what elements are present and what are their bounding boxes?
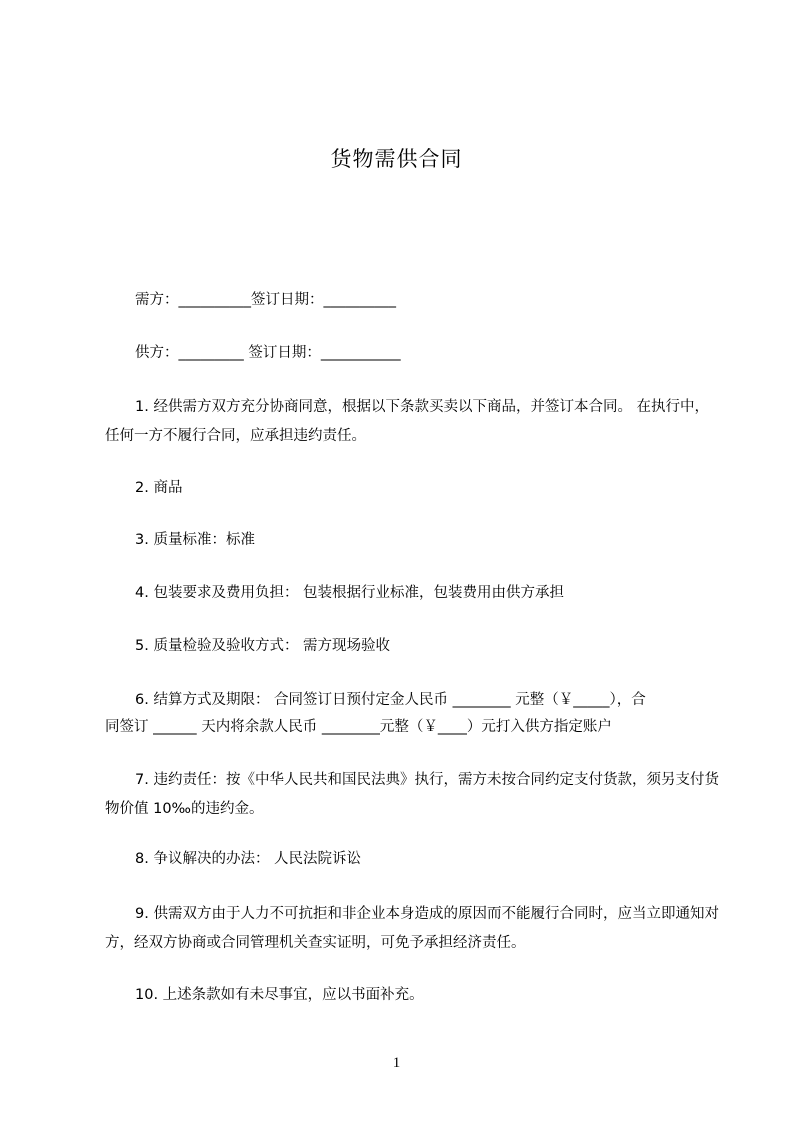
- clause-8: 8. 争议解决的办法： 人民法院诉讼: [135, 851, 362, 867]
- clause-9: 9. 供需双方由于人力不可抗拒和非企业本身造成的原因而不能履行合同时，应当立即通知对方，经双方协商或合同管理机关查实证明，可免予承担经济责任。: [105, 906, 719, 951]
- clause-5: 5. 质量检验及验收方式： 需方现场验收: [135, 638, 391, 654]
- clause-1: 1. 经供需方双方充分协商同意，根据以下条款买卖以下商品，并签订本合同。 在执行中，任何一方不履行合同，应承担违约责任。: [105, 399, 710, 444]
- clause-7: 7. 违约责任：按《中华人民共和国民法典》执行，需方未按合同约定支付货款，须另支付货物价值 10‰的违约金。: [105, 772, 719, 817]
- page-number: 1: [392, 1055, 401, 1071]
- clause-6-line-1: 6. 结算方式及期限： 合同签订日预付定金人民币 ________ 元整（￥_____），合: [135, 692, 646, 708]
- demander-line: 需方：__________签订日期：__________: [135, 292, 396, 308]
- clause-4: 4. 包装要求及费用负担： 包装根据行业标准，包装费用由供方承担: [135, 585, 565, 601]
- clause-6-line-2: 同签订 ______ 天内将余款人民币 ________元整（￥____）元打入供方指定账户: [105, 719, 612, 735]
- clause-3: 3. 质量标准：标准: [135, 532, 255, 548]
- clause-2: 2. 商品: [135, 480, 183, 496]
- clause-10: 10. 上述条款如有未尽事宜，应以书面补充。: [135, 987, 424, 1003]
- supplier-line: 供方：_________ 签订日期：___________: [135, 345, 401, 361]
- document-title: 货物需供合同: [330, 147, 463, 171]
